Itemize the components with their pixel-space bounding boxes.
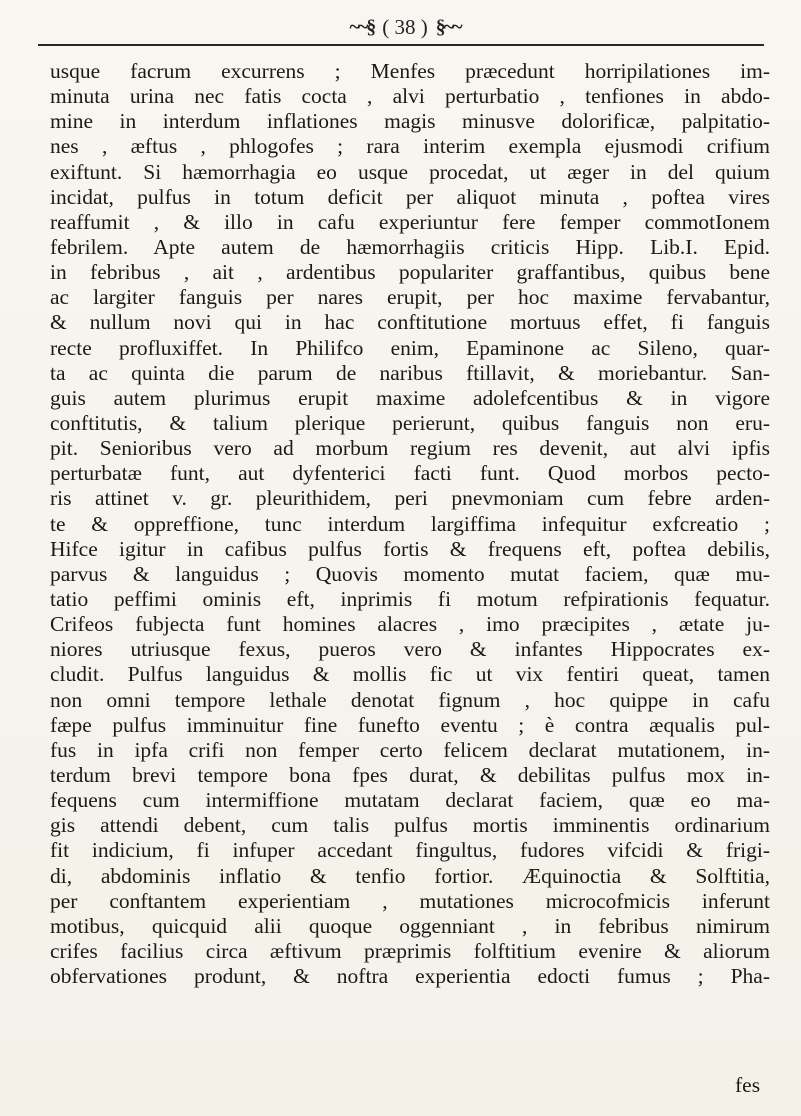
text-line: fæpe pulfus imminuitur fine funefto eventu ; è contra æqualis pul- (50, 712, 770, 737)
text-line: perturbatæ funt, aut dyfenterici facti funt. Quod morbos pecto- (50, 461, 770, 486)
text-line: ta ac quinta die parum de naribus ftillavit, & moriebantur. San- (50, 360, 770, 385)
text-line: & nullum novi qui in hac conftitutione mortuus effet, fi fanguis (50, 310, 770, 335)
text-line: fus in ipfa crifi non femper certo felicem declarat mutationem, in- (50, 737, 770, 762)
text-line: di, abdominis inflatio & tenfio fortior. Æquinoctia & Solftitia, (50, 863, 770, 888)
text-line: pit. Senioribus vero ad morbum regium res devenit, aut alvi ipfis (50, 436, 770, 461)
text-line: non omni tempore lethale denotat fignum , hoc quippe in cafu (50, 687, 770, 712)
text-line: terdum brevi tempore bona fpes durat, & debilitas pulfus mox in- (50, 762, 770, 787)
text-line: conftitutis, & talium plerique perierunt, quibus fanguis non eru- (50, 410, 770, 435)
text-line: recte profluxiffet. In Philifco enim, Epaminone ac Sileno, quar- (50, 335, 770, 360)
text-line: crifes facilius circa æftivum præprimis folftitium evenire & aliorum (50, 938, 770, 963)
text-line: incidat, pulfus in totum deficit per aliquot minuta , poftea vires (50, 184, 770, 209)
text-line: ris attinet v. gr. pleurithidem, peri pnevmoniam cum febre arden- (50, 486, 770, 511)
ornament-right: §~~ (435, 15, 461, 38)
text-line: tatio peffimi ominis eft, inprimis fi motum refpirationis fequatur. (50, 586, 770, 611)
text-line: obfervationes produnt, & noftra experientia edocti fumus ; Pha- (50, 964, 770, 989)
text-line: te & oppreffione, tunc interdum largiffima infequitur exfcreatio ; (50, 511, 770, 536)
text-line: Crifeos fubjecta funt homines alacres , imo præcipites , ætate ju- (50, 612, 770, 637)
text-line: mine in interdum inflationes magis minusve dolorificæ, palpitatio- (50, 109, 770, 134)
header-rule (38, 44, 764, 46)
page-number: ( 38 ) (382, 14, 428, 39)
text-line: exiftunt. Si hæmorrhagia eo usque procedat, ut æger in del quium (50, 159, 770, 184)
text-line: per conftantem experientiam , mutationes microcofmicis inferunt (50, 888, 770, 913)
text-line: nes , æftus , phlogofes ; rara interim exempla ejusmodi crifium (50, 134, 770, 159)
text-line: parvus & languidus ; Quovis momento mutat faciem, quæ mu- (50, 561, 770, 586)
text-line: Hifce igitur in cafibus pulfus fortis & frequens eft, poftea debilis, (50, 536, 770, 561)
text-line: reaffumit , & illo in cafu experiuntur fere femper commotIonem (50, 209, 770, 234)
body-text (50, 59, 770, 989)
text-line: motibus, quicquid alii quoque oggenniant , in febribus nimirum (50, 913, 770, 938)
text-line: fit indicium, fi infuper accedant fingultus, fudores vifcidi & frigi- (50, 838, 770, 863)
text-line: cludit. Pulfus languidus & mollis fic ut vix fentiri queat, tamen (50, 662, 770, 687)
text-line: in febribus , ait , ardentibus populariter graffantibus, quibus bene (50, 260, 770, 285)
text-line: febrilem. Apte autem de hæmorrhagiis criticis Hipp. Lib.I. Epid. (50, 234, 770, 259)
catchword: fes (735, 1073, 761, 1097)
text-line: fequens cum intermiffione mutatam declarat faciem, quæ eo ma- (50, 788, 770, 813)
text-line: minuta urina nec fatis cocta , alvi perturbatio , tenfiones in abdo- (50, 84, 770, 109)
ornament-left: ~~§ (349, 15, 375, 38)
text-line: ac largiter fanguis per nares erupit, per hoc maxime fervabantur, (50, 285, 770, 310)
text-line: gis attendi debent, cum talis pulfus mortis imminentis ordinarium (50, 813, 770, 838)
text-line: guis autem plurimus erupit maxime adolefcentibus & in vigore (50, 385, 770, 410)
text-line: usque facrum excurrens ; Menfes præcedunt horripilationes im- (50, 59, 770, 83)
text-line: niores utriusque fexus, pueros vero & infantes Hippocrates ex- (50, 637, 770, 662)
running-head (305, 12, 505, 42)
